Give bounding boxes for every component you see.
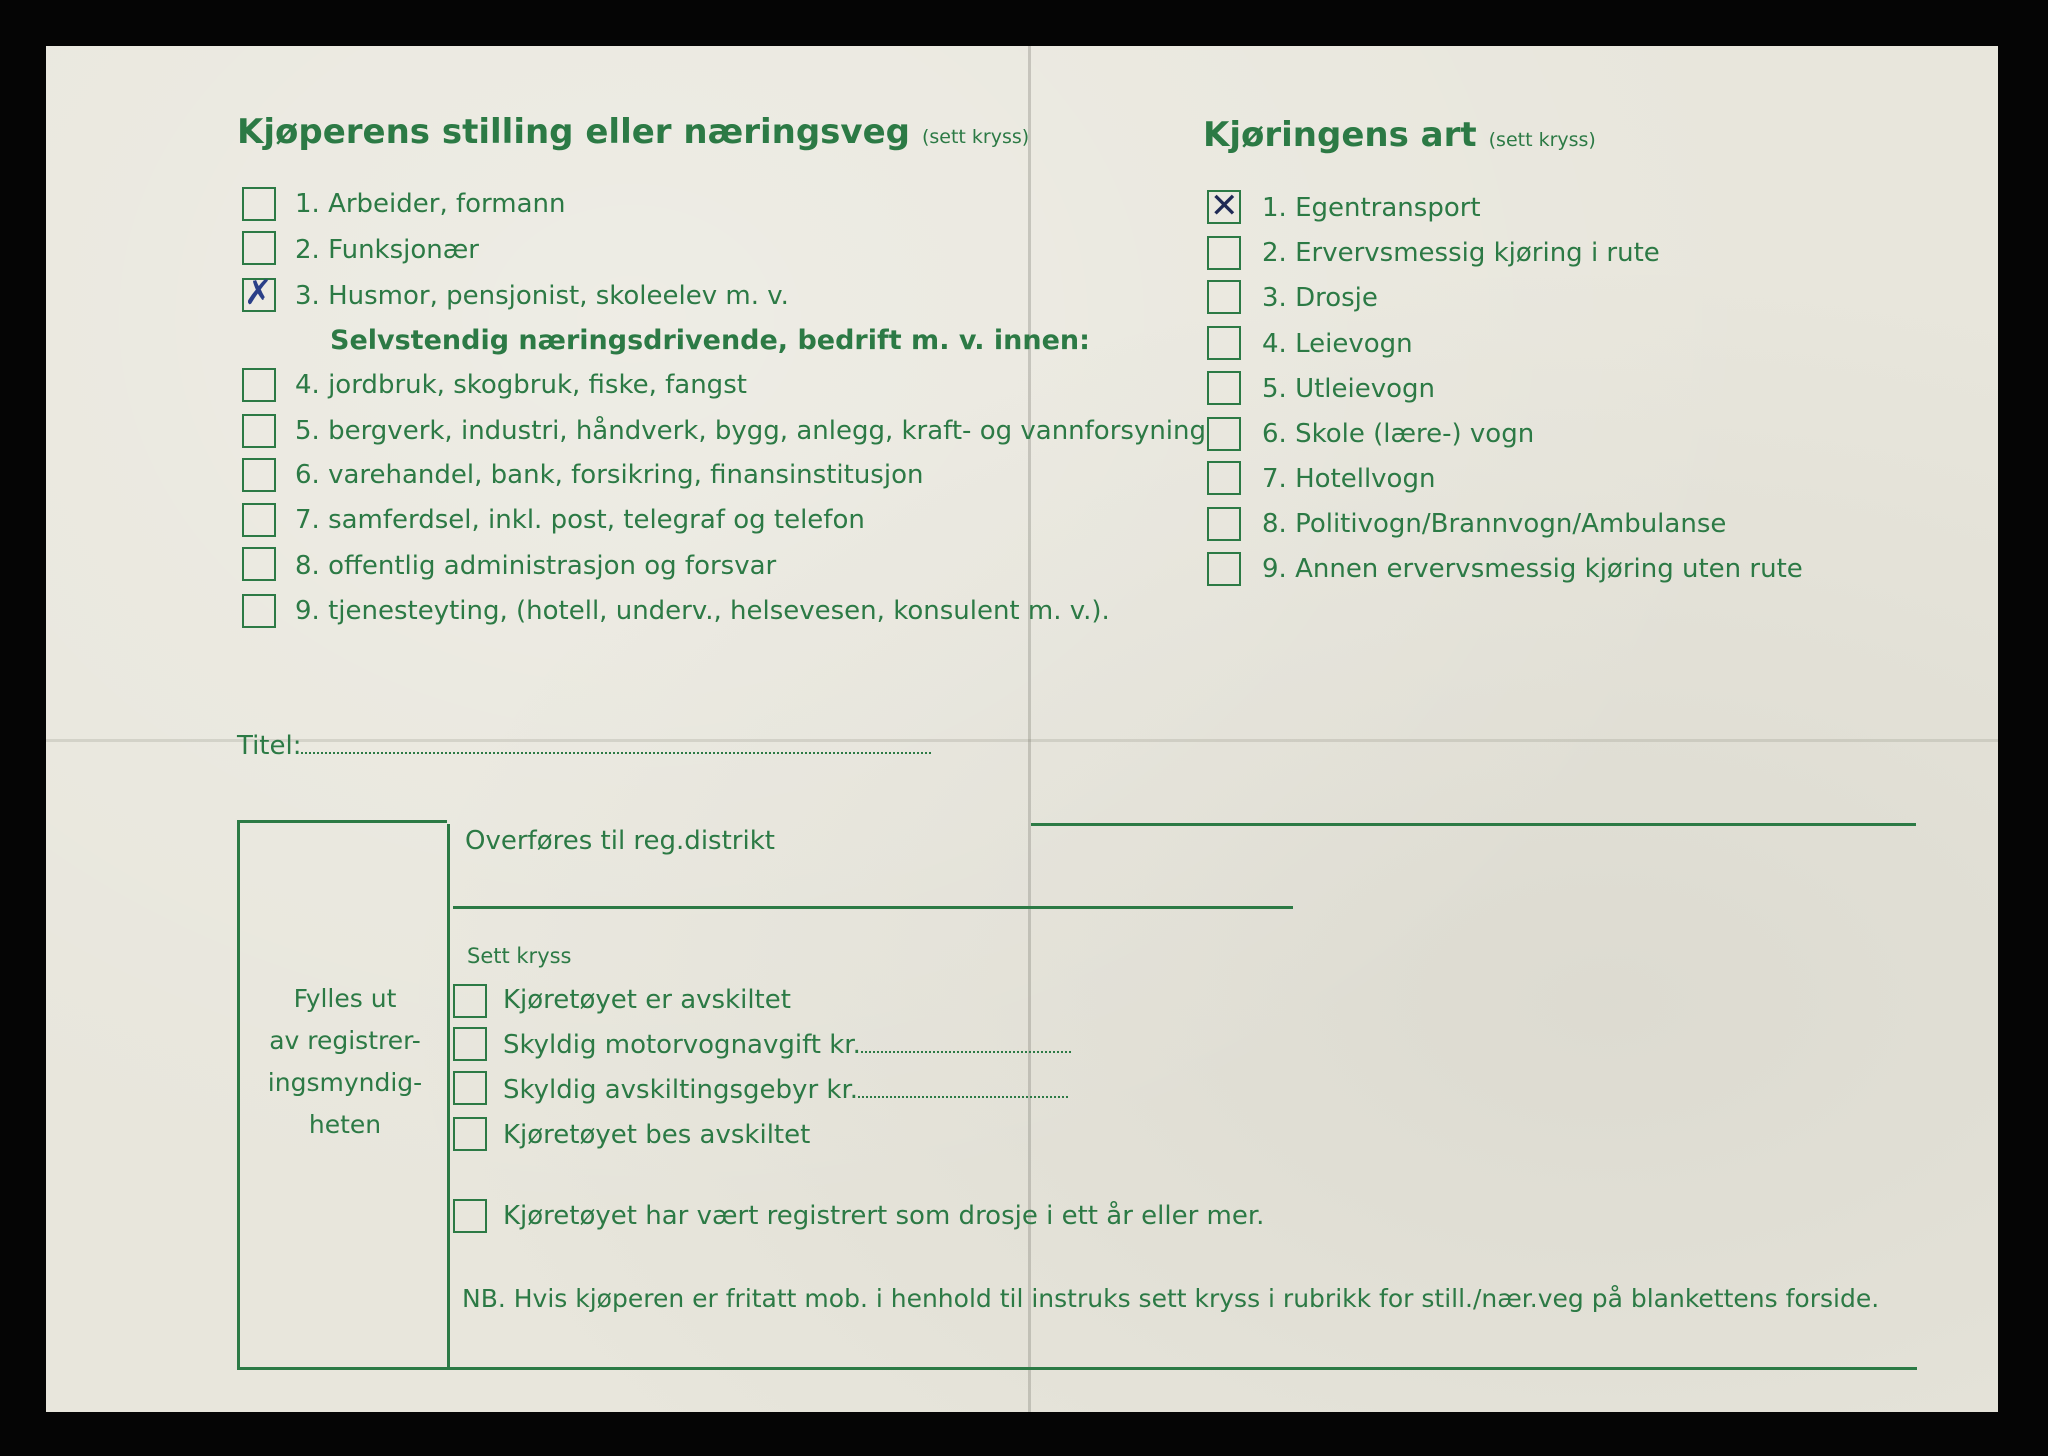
box-top-border-left [237,820,447,823]
checkbox-occupation-4[interactable] [242,368,276,402]
motorvognavgift-label: Skyldig motorvognavgift kr. [503,1030,861,1060]
nb-note: NB. Hvis kjøperen er fritatt mob. i henhold til instruks sett kryss i rubrikk for still./nær.veg på blankettens forside. [462,1284,1880,1313]
driving-9-label: 9. Annen ervervsmessig kjøring uten rute [1262,554,1803,584]
checkbox-occupation-5[interactable] [242,414,276,448]
checkbox-avskiltet[interactable] [453,984,487,1018]
checkbox-driving-8[interactable] [1207,507,1241,541]
checkbox-occupation-6[interactable] [242,458,276,492]
checkbox-occupation-7[interactable] [242,503,276,537]
sett-kryss-label: Sett kryss [467,944,572,968]
occupation-3-label: 3. Husmor, pensjonist, skoleelev m. v. [295,281,789,311]
checkbox-driving-7[interactable] [1207,461,1241,495]
checkbox-driving-6[interactable] [1207,417,1241,451]
transfer-district-line[interactable] [453,906,1293,909]
occupation-4-label: 4. jordbruk, skogbruk, fiske, fangst [295,370,747,400]
checkbox-avskiltingsgebyr[interactable] [453,1071,487,1105]
checkbox-occupation-8[interactable] [242,547,276,581]
checkbox-bes-avskiltet[interactable] [453,1117,487,1151]
driving-4-label: 4. Leievogn [1262,329,1413,359]
avskiltet-label: Kjøretøyet er avskiltet [503,985,791,1015]
occupation-8-label: 8. offentlig administrasjon og forsvar [295,551,777,581]
buyer-occupation-note: (sett kryss) [921,126,1030,148]
transfer-district-label: Overføres til reg.distrikt [465,826,775,856]
occupation-9-label: 9. tjenesteyting, (hotell, underv., helsevesen, konsulent m. v.). [295,596,1110,626]
occupation-7-label: 7. samferdsel, inkl. post, telegraf og telefon [295,505,865,535]
box-bottom-border [237,1367,1917,1370]
checkbox-motorvognavgift[interactable] [453,1027,487,1061]
checkbox-driving-2[interactable] [1207,236,1241,270]
box-inner-divider [447,824,450,1368]
occupation-5-label: 5. bergverk, industri, håndverk, bygg, anlegg, kraft- og vannforsyning [295,416,1207,446]
title-field[interactable] [237,724,931,764]
avskiltingsgebyr-dotted-line[interactable] [858,1070,1068,1098]
avskiltingsgebyr-label: Skyldig avskiltingsgebyr kr. [503,1075,859,1105]
driving-type-title: Kjøringens art [1203,115,1477,155]
side-label-line-3: ingsmyndig- [267,1068,423,1097]
motorvognavgift-dotted-line[interactable] [861,1025,1071,1053]
title-label: Titel: [237,731,302,761]
driving-8-label: 8. Politivogn/Brannvogn/Ambulanse [1262,509,1727,539]
checkbox-occupation-2[interactable] [242,231,276,265]
box-left-border [237,820,240,1368]
checkbox-driving-9[interactable] [1207,552,1241,586]
checkbox-driving-4[interactable] [1207,326,1241,360]
pen-cross-mark: ✕ [1210,186,1239,226]
occupation-1-label: 1. Arbeider, formann [295,189,566,219]
driving-type-heading [1203,115,1596,155]
registry-side-label [250,978,440,1146]
avskiltingsgebyr-field [503,1070,1068,1110]
drosje-year-label: Kjøretøyet har vært registrert som drosje i ett år eller mer. [503,1201,1265,1231]
occupation-6-label: 6. varehandel, bank, forsikring, finansinstitusjon [295,460,924,490]
side-label-line-4: heten [308,1110,382,1139]
driving-type-note: (sett kryss) [1488,129,1596,151]
buyer-occupation-heading [237,112,1029,152]
self-employed-subheading: Selvstendig næringsdrivende, bedrift m. v. innen: [330,325,1090,356]
title-dotted-line [301,724,931,754]
driving-7-label: 7. Hotellvogn [1262,464,1436,494]
driving-6-label: 6. Skole (lære-) vogn [1262,419,1535,449]
driving-2-label: 2. Ervervsmessig kjøring i rute [1262,238,1660,268]
checkbox-driving-3[interactable] [1207,280,1241,314]
box-top-border-right [1031,823,1916,826]
driving-1-label: 1. Egentransport [1262,193,1481,223]
checkbox-driving-5[interactable] [1207,371,1241,405]
bes-avskiltet-label: Kjøretøyet bes avskiltet [503,1120,811,1150]
buyer-occupation-title: Kjøperens stilling eller næringsveg [237,112,910,152]
side-label-line-1: Fylles ut [293,984,397,1013]
pen-cross-mark: ✗ [244,273,273,313]
motorvognavgift-field [503,1025,1071,1065]
driving-3-label: 3. Drosje [1262,283,1378,313]
checkbox-occupation-1[interactable] [242,187,276,221]
side-label-line-2: av registrer- [269,1026,421,1055]
occupation-2-label: 2. Funksjonær [295,235,479,265]
checkbox-drosje-year[interactable] [453,1199,487,1233]
driving-5-label: 5. Utleievogn [1262,374,1436,404]
checkbox-occupation-9[interactable] [242,594,276,628]
